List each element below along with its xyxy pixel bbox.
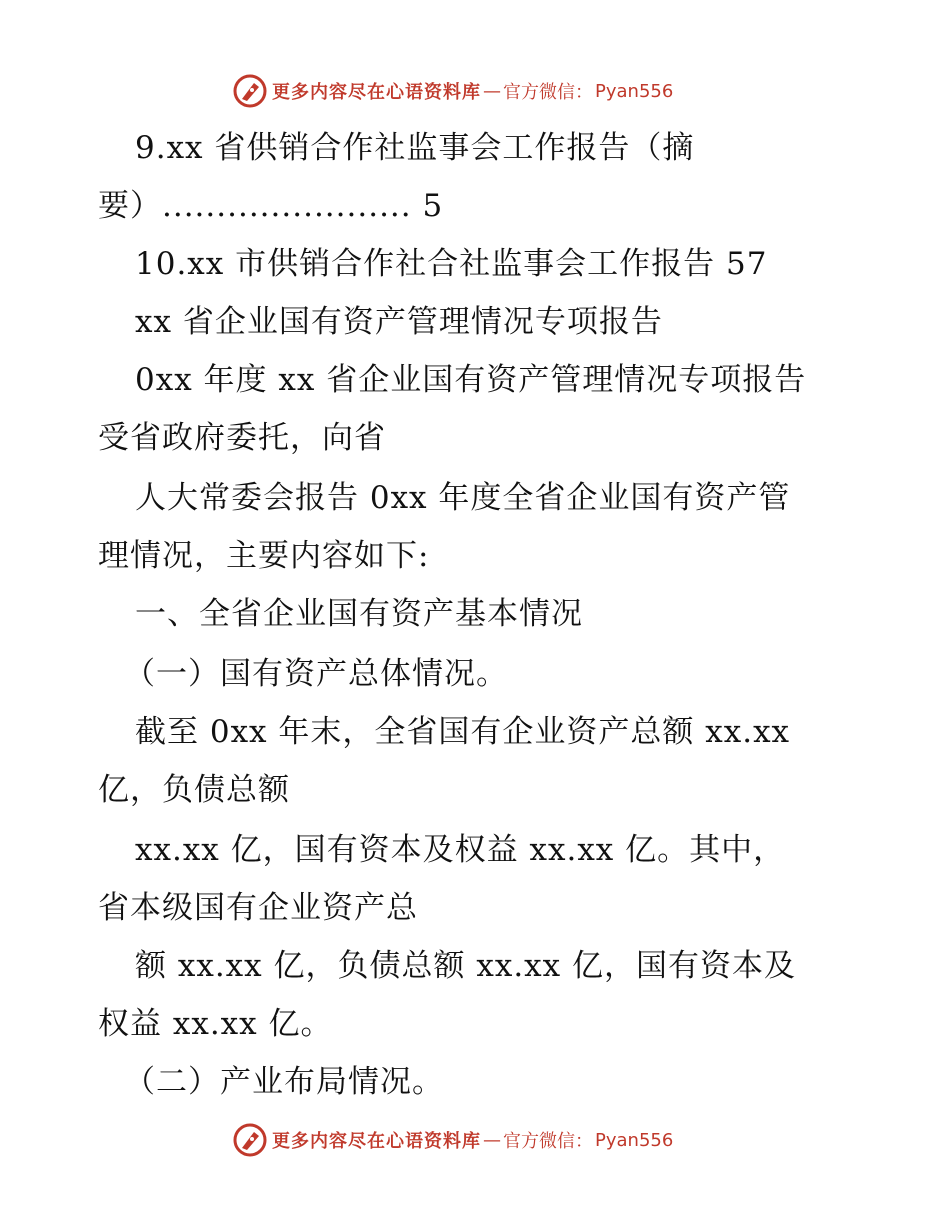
watermark-title: 更多内容尽在心语资料库 [272, 82, 481, 103]
watermark-wechat-label: 官方微信： [503, 82, 593, 103]
pen-nib-logo-icon [232, 73, 268, 109]
pen-nib-logo-icon [232, 1122, 268, 1158]
paragraph-line: 权益 xx.xx 亿。 [98, 1006, 333, 1042]
paragraph-line: 人大常委会报告 0xx 年度全省企业国有资产管 [135, 480, 791, 516]
paragraph-line: 亿，负债总额 [98, 772, 290, 808]
toc-line-9: 9.xx 省供销合作社监事会工作报告（摘 [135, 130, 695, 166]
toc-line-9-cont: 要）....................... 5 [98, 188, 444, 224]
toc-line-10: 10.xx 市供销合作社合社监事会工作报告 57 [135, 246, 768, 282]
paragraph-line: 省本级国有企业资产总 [98, 890, 418, 926]
watermark-separator: — [483, 80, 501, 102]
paragraph-line: xx.xx 亿，国有资本及权益 xx.xx 亿。其中， [135, 832, 786, 868]
paragraph-line: 受省政府委托，向省 [98, 420, 386, 456]
paragraph-line: 额 xx.xx 亿，负债总额 xx.xx 亿，国有资本及 [135, 948, 796, 984]
header-watermark [232, 71, 673, 111]
paragraph-line: 0xx 年度 xx 省企业国有资产管理情况专项报告 [135, 362, 807, 398]
section-heading: 一、全省企业国有资产基本情况 [135, 596, 583, 632]
watermark-wechat-label: 官方微信： [503, 1131, 593, 1152]
footer-watermark [232, 1120, 673, 1160]
paragraph-line: 截至 0xx 年末，全省国有企业资产总额 xx.xx [135, 714, 791, 750]
subsection-heading: （二）产业布局情况。 [124, 1064, 444, 1100]
report-title: xx 省企业国有资产管理情况专项报告 [135, 304, 663, 340]
watermark-title: 更多内容尽在心语资料库 [272, 1131, 481, 1152]
subsection-heading: （一）国有资产总体情况。 [124, 656, 508, 692]
watermark-wechat-id: Pyan556 [595, 80, 674, 102]
watermark-separator: — [483, 1129, 501, 1151]
watermark-wechat-id: Pyan556 [595, 1129, 674, 1151]
paragraph-line: 理情况，主要内容如下: [98, 538, 430, 574]
